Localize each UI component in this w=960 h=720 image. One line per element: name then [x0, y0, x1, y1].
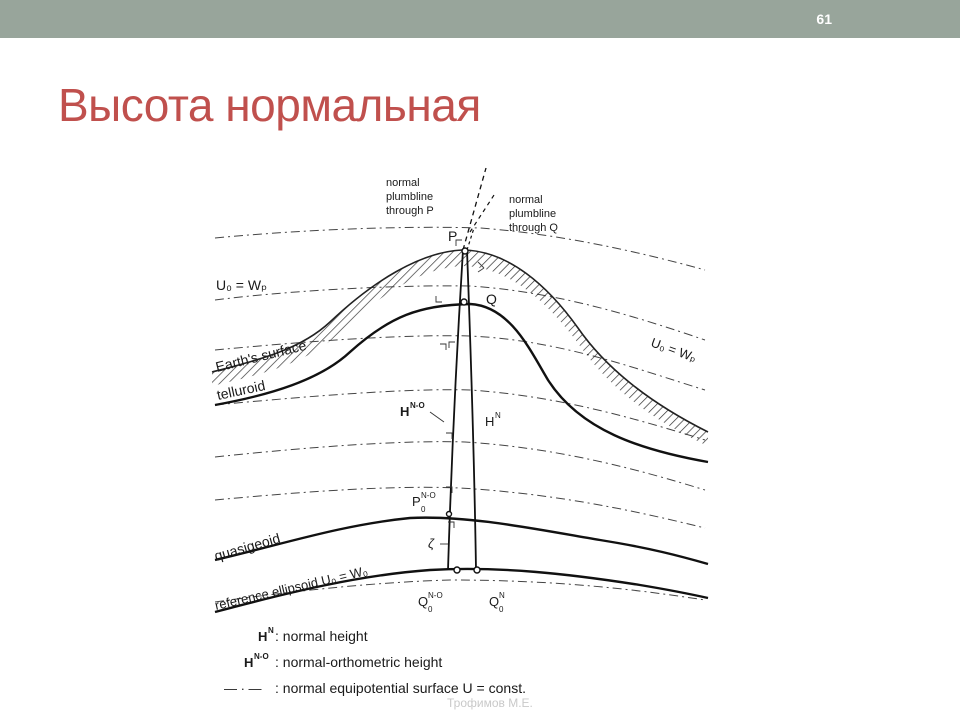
reference-ellipsoid-label: reference ellipsoid U₀ = W₀ — [213, 563, 370, 613]
svg-text:N: N — [499, 591, 505, 600]
top-bar — [0, 0, 960, 38]
svg-text:0: 0 — [421, 505, 426, 514]
svg-text:Q: Q — [489, 594, 500, 609]
h-no-leader — [430, 412, 444, 422]
plumb-q-label-2: plumbline — [509, 208, 557, 220]
svg-text:H: H — [400, 404, 410, 419]
svg-text:— · —: — · — — [224, 681, 262, 696]
plumb-p-label-2: plumbline — [386, 191, 434, 203]
svg-text:0: 0 — [428, 605, 433, 614]
svg-text:: normal height: : normal height — [275, 628, 368, 644]
svg-text:N-O: N-O — [254, 652, 269, 661]
svg-text:N-O: N-O — [428, 591, 443, 600]
u0-wp-left-label: U₀ = Wₚ — [216, 277, 268, 293]
legend-item-equipotential-surface — [224, 680, 526, 696]
svg-text:N-O: N-O — [421, 491, 436, 500]
svg-text:N: N — [268, 626, 274, 635]
legend-item-normal-orthometric-height — [244, 652, 442, 670]
legend — [224, 626, 526, 696]
svg-text:H: H — [485, 414, 495, 429]
h-n-label — [485, 411, 501, 429]
quasigeoid-label: quasigeoid — [212, 529, 282, 564]
q0-no-label — [418, 591, 443, 614]
telluroid-label: telluroid — [215, 377, 267, 403]
plumb-q-label-1: normal — [509, 194, 543, 206]
svg-text:P: P — [412, 494, 421, 509]
p0-no-label — [412, 491, 436, 514]
slide-number: 61 — [816, 11, 832, 27]
svg-text:N-O: N-O — [410, 401, 425, 410]
u0-wp-right-label: U₀ = Wₚ — [648, 334, 699, 366]
earth-surface-label: Earth's surface — [213, 336, 308, 375]
svg-text:H: H — [244, 655, 254, 670]
svg-text:N: N — [495, 411, 501, 420]
plumb-q-label-3: through Q — [509, 222, 558, 234]
svg-text:Q: Q — [418, 594, 429, 609]
point-q-label: Q — [486, 291, 497, 307]
right-angle-markers — [436, 240, 462, 528]
svg-text:: normal-orthometric height: : normal-orthometric height — [275, 654, 443, 670]
legend-item-normal-height — [258, 626, 368, 644]
slide-title: Высота нормальная — [58, 79, 481, 131]
telluroid-curve — [215, 304, 708, 462]
height-diagram — [195, 165, 725, 720]
q0-n-label — [489, 591, 505, 614]
quasigeoid-curve — [215, 518, 708, 564]
h-no-label — [400, 401, 425, 419]
plumb-p-label-3: through P — [386, 205, 434, 217]
point-p-label: P — [448, 228, 458, 244]
svg-text:0: 0 — [499, 605, 504, 614]
plumb-p-label-1: normal — [386, 177, 420, 189]
svg-text:: normal equipotential surface: : normal equipotential surface U = const. — [275, 680, 526, 696]
author-watermark: Трофимов М.Е. — [447, 696, 533, 710]
svg-text:H: H — [258, 629, 268, 644]
zeta-label: ζ — [428, 536, 435, 551]
